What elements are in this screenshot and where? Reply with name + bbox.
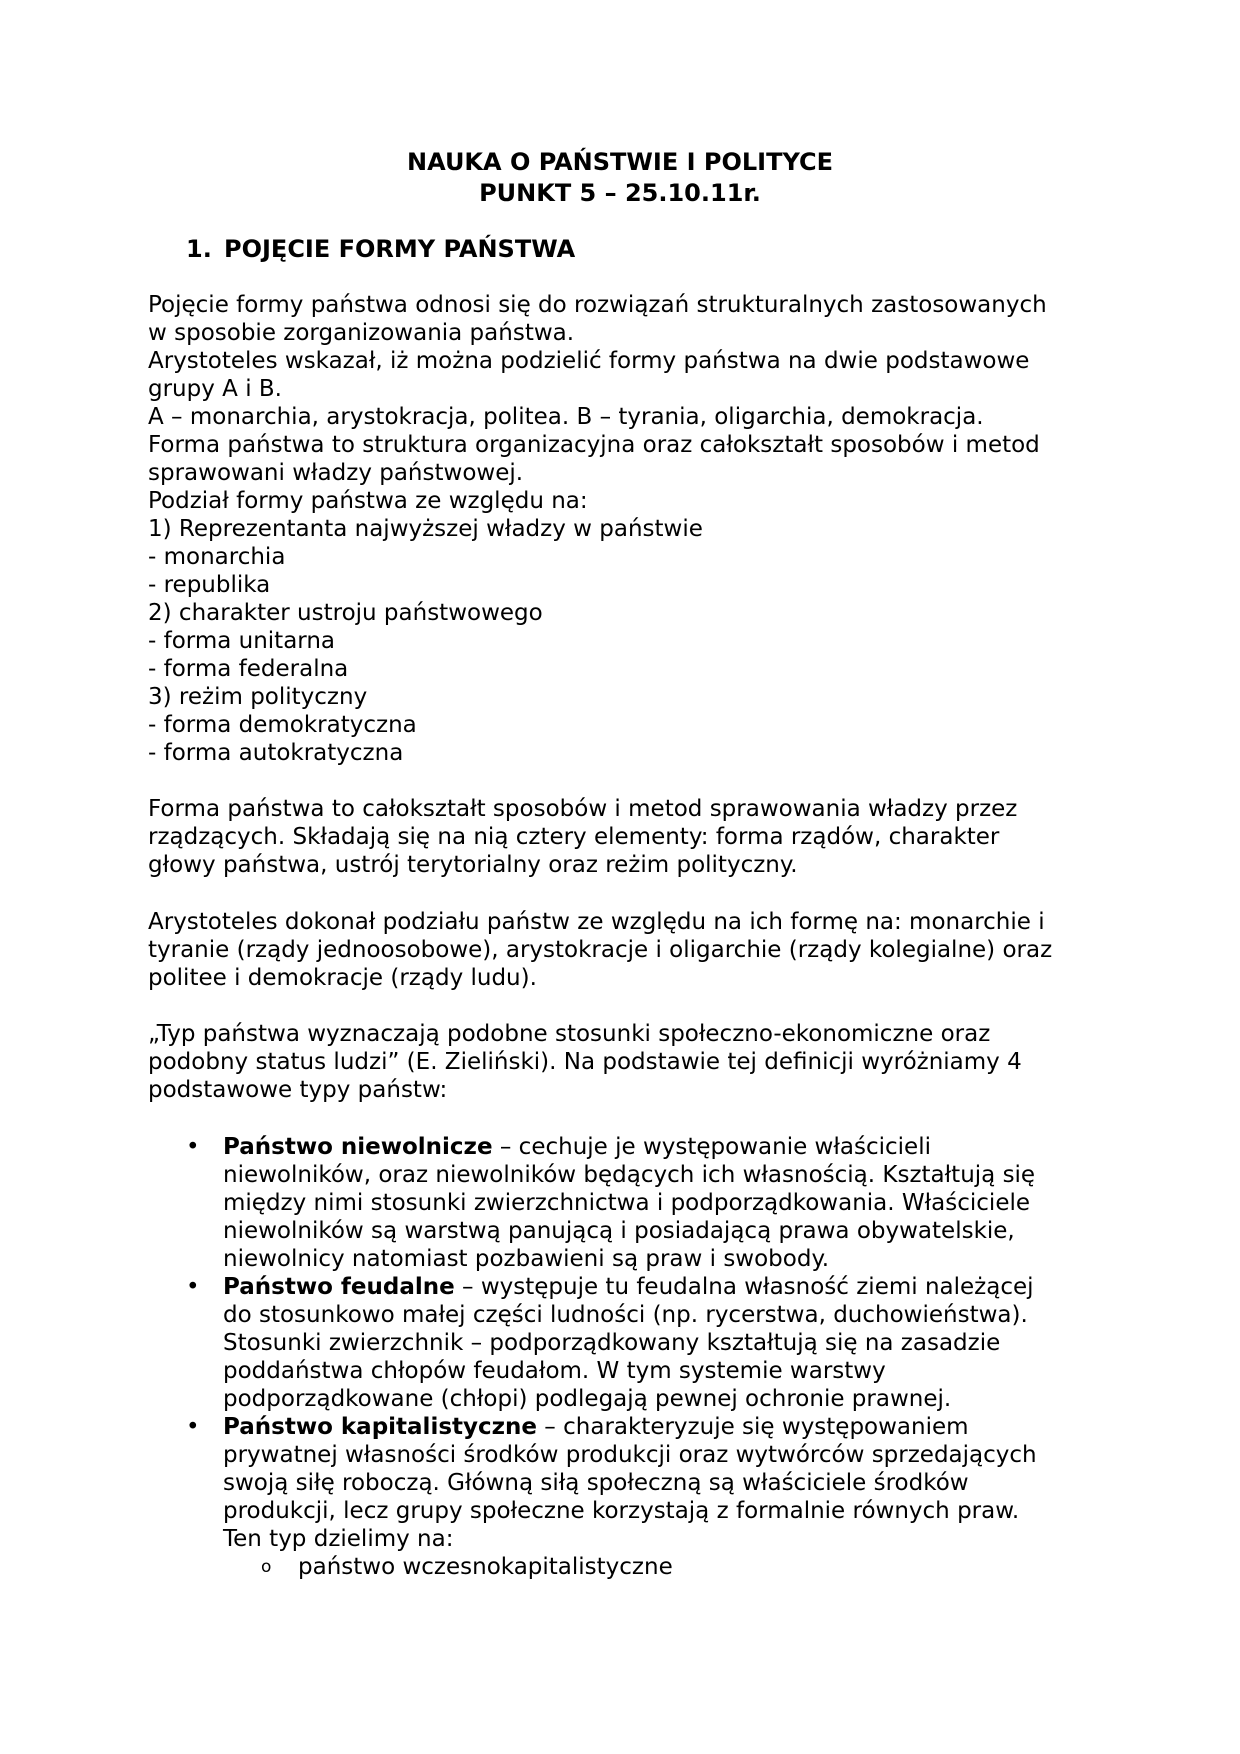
bullet-term: Państwo niewolnicze <box>223 1134 493 1160</box>
text-line: głowy państwa, ustrój terytorialny oraz reżim polityczny. <box>148 852 798 878</box>
paragraph-typ-panstwa <box>148 1020 1108 1104</box>
text-line: w sposobie zorganizowania państwa. <box>148 320 575 346</box>
sub-list-item <box>223 1553 1108 1581</box>
text-line: Podział formy państwa ze względu na: <box>148 488 588 514</box>
bullet-term: Państwo feudalne <box>223 1274 455 1300</box>
text-line: podobny status ludzi” (E. Zieliński). Na podstawie tej definicji wyróżniamy 4 <box>148 1049 1022 1075</box>
text-line: 2) charakter ustroju państwowego <box>148 600 543 626</box>
text-line: niewolników, oraz niewolników będących ich własnością. Kształtują się <box>223 1162 1036 1188</box>
text-line: Forma państwa to struktura organizacyjna oraz całokształt sposobów i metod <box>148 432 1040 458</box>
document-title: NAUKA O PAŃSTWIE I POLITYCE <box>407 148 833 176</box>
text-line: Pojęcie formy państwa odnosi się do rozwiązań strukturalnych zastosowanych <box>148 292 1047 318</box>
section-number: 1. <box>186 235 212 263</box>
bullet-icon: • <box>186 1134 200 1160</box>
text-line: podstawowe typy państw: <box>148 1077 448 1103</box>
sub-item-text: państwo wczesnokapitalistyczne <box>298 1554 673 1580</box>
bullet-term: Państwo kapitalistyczne <box>223 1414 537 1440</box>
text-line: Arystoteles wskazał, iż można podzielić formy państwa na dwie podstawowe <box>148 348 1030 374</box>
text-line: - republika <box>148 572 271 598</box>
text-line: „Typ państwa wyznaczają podobne stosunki społeczno-ekonomiczne oraz <box>148 1021 991 1047</box>
text-line: produkcji, lecz grupy społeczne korzystają z formalnie równych praw. <box>223 1498 1020 1524</box>
text-line: tyranie (rządy jednoosobowe), arystokracje i oligarchie (rządy kolegialne) oraz <box>148 937 1053 963</box>
text-line: 1) Reprezentanta najwyższej władzy w państwie <box>148 516 703 542</box>
text-line: niewolników są warstwą panującą i posiadającą prawa obywatelskie, <box>223 1218 1015 1244</box>
list-item-feudalne <box>148 1273 1108 1413</box>
intro-text <box>148 291 1108 767</box>
text-line: podporządkowane (chłopi) podlegają pewnej ochronie prawnej. <box>223 1386 952 1412</box>
text-line: między nimi stosunki zwierzchnictwa i podporządkowania. Właściciele <box>223 1190 1031 1216</box>
text-line: Forma państwa to całokształt sposobów i metod sprawowania władzy przez <box>148 796 1018 822</box>
sub-bullet-icon: o <box>261 1557 272 1577</box>
text-line: sprawowani władzy państwowej. <box>148 460 524 486</box>
paragraph-forma-panstwa <box>148 795 1108 879</box>
text-line: Ten typ dzielimy na: <box>223 1526 454 1552</box>
text-line: do stosunkowo małej części ludności (np. rycerstwa, duchowieństwa). <box>223 1302 1028 1328</box>
text-line: niewolnicy natomiast pozbawieni są praw i swobody. <box>223 1246 830 1272</box>
section-title: POJĘCIE FORMY PAŃSTWA <box>224 235 576 263</box>
text-line: A – monarchia, arystokracja, politea. B – tyrania, oligarchia, demokracja. <box>148 404 984 430</box>
document-subtitle: PUNKT 5 – 25.10.11r. <box>479 179 761 207</box>
sub-list <box>223 1553 1108 1581</box>
text-line: – charakteryzuje się występowaniem <box>537 1414 969 1440</box>
text-line: - forma autokratyczna <box>148 740 404 766</box>
text-line: Stosunki zwierzchnik – podporządkowany kształtują się na zasadzie <box>223 1330 1001 1356</box>
text-line: - forma unitarna <box>148 628 336 654</box>
text-line: rządzących. Składają się na nią cztery elementy: forma rządów, charakter <box>148 824 1000 850</box>
text-line: poddaństwa chłopów feudałom. W tym systemie warstwy <box>223 1358 886 1384</box>
paragraph-arystoteles <box>148 908 1108 992</box>
text-line: - forma federalna <box>148 656 349 682</box>
text-line: swoją siłę roboczą. Główną siłą społeczną są właściciele środków <box>223 1470 969 1496</box>
bullet-icon: • <box>186 1274 200 1300</box>
text-line: Arystoteles dokonał podziału państw ze względu na ich formę na: monarchie i <box>148 909 1045 935</box>
bullet-icon: • <box>186 1414 200 1440</box>
text-line: prywatnej własności środków produkcji oraz wytwórców sprzedających <box>223 1442 1037 1468</box>
text-line: grupy A i B. <box>148 376 282 402</box>
state-types-list <box>148 1133 1108 1581</box>
text-line: - forma demokratyczna <box>148 712 417 738</box>
list-item-kapitalistyczne <box>148 1413 1108 1581</box>
text-line: – cechuje je występowanie właścicieli <box>492 1134 931 1160</box>
text-line: 3) reżim polityczny <box>148 684 368 710</box>
list-item-niewolnicze <box>148 1133 1108 1273</box>
section-heading <box>186 234 575 264</box>
text-line: - monarchia <box>148 544 286 570</box>
text-line: – występuje tu feudalna własność ziemi należącej <box>454 1274 1034 1300</box>
text-line: politee i demokracje (rządy ludu). <box>148 965 537 991</box>
